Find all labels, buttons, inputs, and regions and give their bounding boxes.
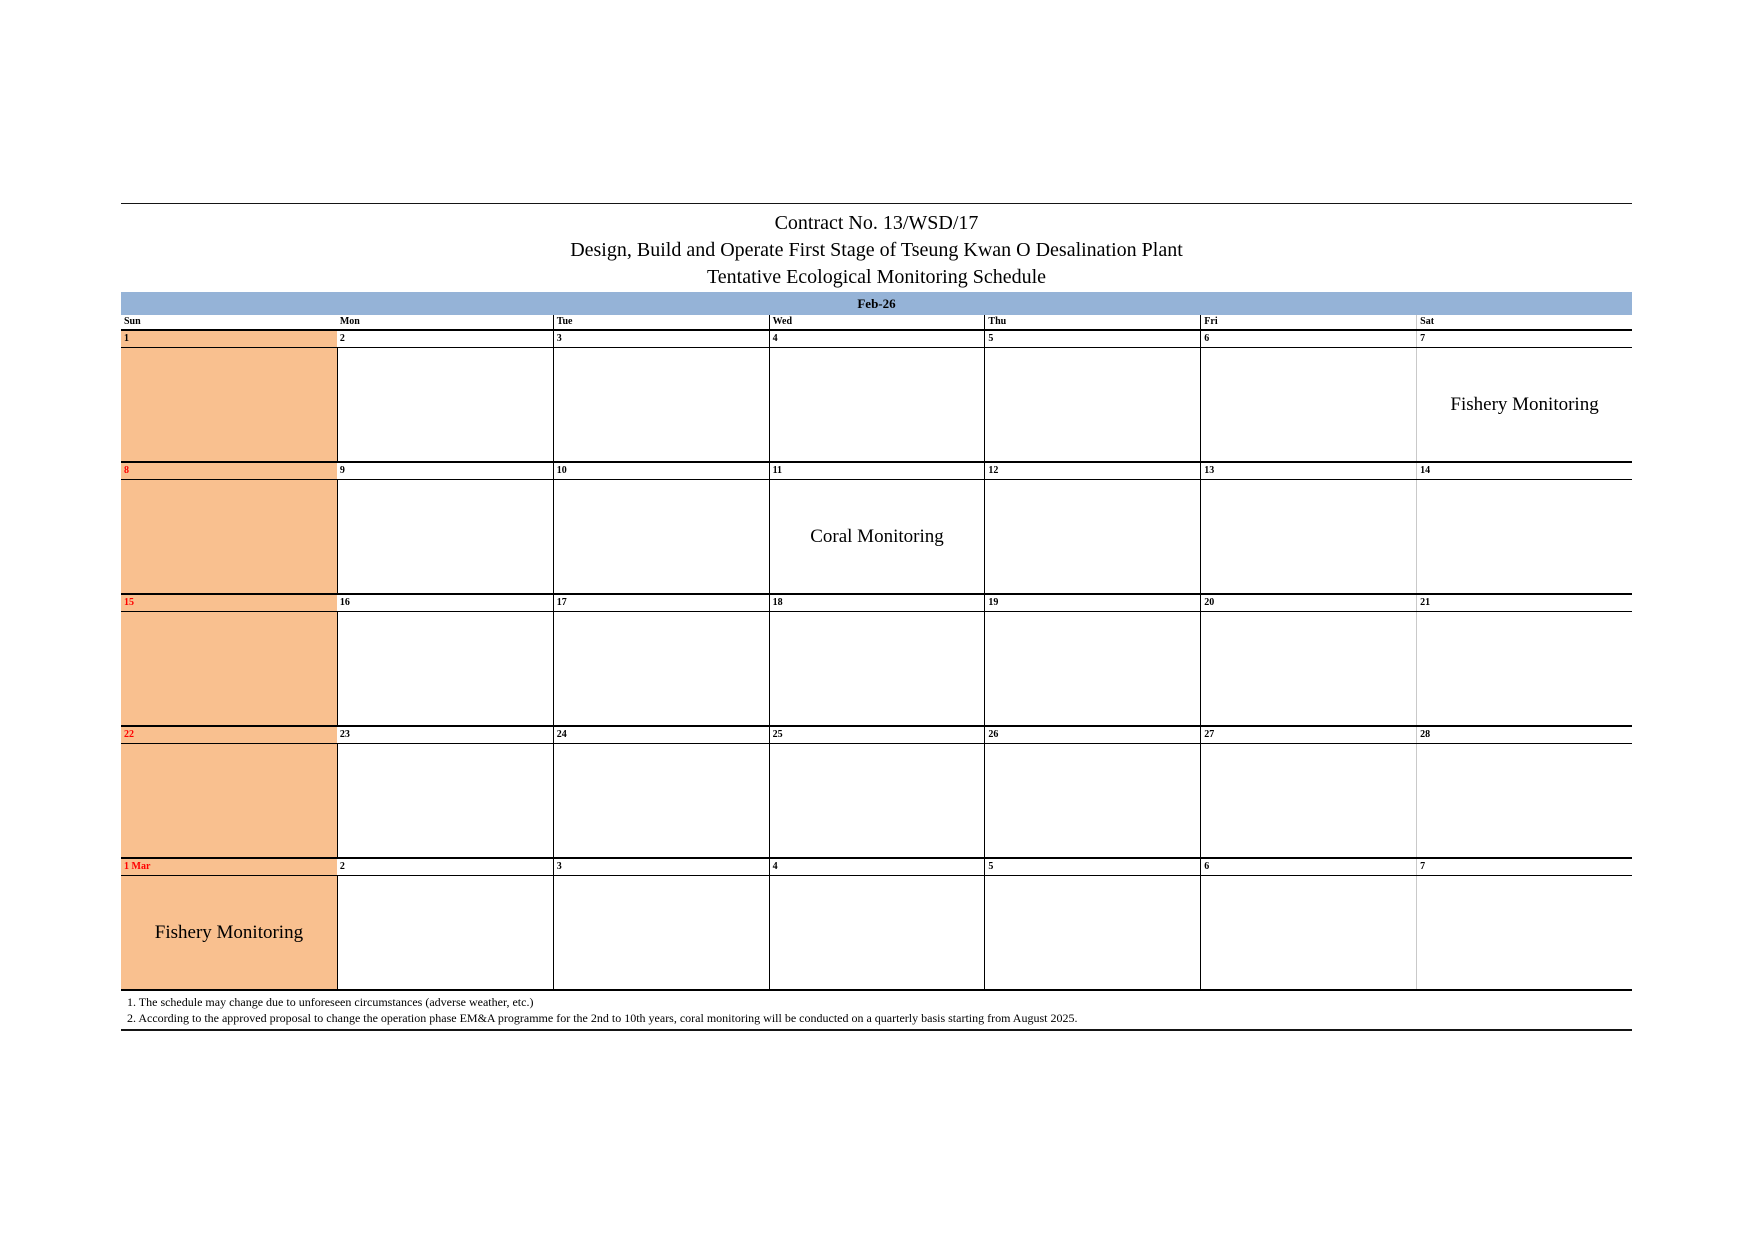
- day-content-cell: [337, 612, 553, 725]
- content-row: [121, 348, 1632, 463]
- day-content-cell: [337, 876, 553, 989]
- day-content-cell: [1416, 612, 1632, 725]
- day-content-cell: [337, 480, 553, 593]
- title-block: [121, 203, 1632, 292]
- day-content-cell: [121, 744, 337, 857]
- date-cell: 26: [984, 727, 1200, 743]
- day-content-cell: [769, 612, 985, 725]
- day-content-cell: [553, 480, 769, 593]
- date-cell: 11: [769, 463, 985, 479]
- date-cell: 25: [769, 727, 985, 743]
- day-content-cell: [1200, 744, 1416, 857]
- weekday-label-thu: Thu: [984, 315, 1200, 329]
- date-cell: 9: [339, 465, 345, 476]
- date-cell: 8: [121, 463, 337, 479]
- date-cell: 3: [553, 331, 769, 347]
- day-content-cell: [1416, 876, 1632, 989]
- notes-block: [121, 991, 1632, 1031]
- date-cell: 6: [1200, 331, 1416, 347]
- weekday-label-fri: Fri: [1200, 315, 1416, 329]
- date-cell: 7: [1416, 331, 1632, 347]
- date-cell: 24: [553, 727, 769, 743]
- day-content-cell: [984, 612, 1200, 725]
- weekday-label-tue: Tue: [553, 315, 769, 329]
- note-2: 2. According to the approved proposal to change the operation phase EM&A programme for the 2nd to 10th years, coral monitoring will be conducted on a quarterly basis starting from August 2025.: [127, 1011, 1078, 1025]
- day-content-cell: [984, 348, 1200, 461]
- event-label: Coral Monitoring: [810, 525, 944, 547]
- day-content-cell: [769, 348, 985, 461]
- day-content-cell: [121, 876, 337, 989]
- week-row-5: [121, 859, 1632, 991]
- day-content-cell: [769, 480, 985, 593]
- day-content-cell: [984, 480, 1200, 593]
- day-content-cell: [121, 612, 337, 725]
- date-cell: 23: [339, 729, 350, 740]
- week-row-3: [121, 595, 1632, 727]
- day-content-cell: [553, 744, 769, 857]
- date-row: [121, 859, 1632, 876]
- date-cell: 3: [553, 859, 769, 875]
- date-cell: 4: [769, 859, 985, 875]
- schedule-document: [121, 203, 1632, 1031]
- date-cell: 5: [984, 859, 1200, 875]
- weekday-label-mon: Mon: [339, 316, 360, 327]
- date-cell: 20: [1200, 595, 1416, 611]
- date-cell: 5: [984, 331, 1200, 347]
- date-row: [121, 727, 1632, 744]
- date-cell: 14: [1416, 463, 1632, 479]
- day-content-cell: [1200, 612, 1416, 725]
- date-cell: 21: [1416, 595, 1632, 611]
- day-content-cell: [1200, 876, 1416, 989]
- content-row: [121, 612, 1632, 727]
- date-cell: 4: [769, 331, 985, 347]
- date-row: [121, 463, 1632, 480]
- date-cell: 27: [1200, 727, 1416, 743]
- calendar-grid: [121, 331, 1632, 991]
- date-cell: 18: [769, 595, 985, 611]
- weekday-label-sun: Sun: [124, 316, 141, 327]
- day-content-cell: [121, 480, 337, 593]
- date-cell: 17: [553, 595, 769, 611]
- content-row: [121, 480, 1632, 595]
- date-cell: 10: [553, 463, 769, 479]
- event-label: Fishery Monitoring: [1450, 393, 1599, 415]
- date-cell: 1: [121, 331, 337, 347]
- weekday-label-wed: Wed: [769, 315, 985, 329]
- date-cell: 16: [339, 597, 350, 608]
- schedule-title: Tentative Ecological Monitoring Schedule: [706, 266, 1047, 288]
- day-content-cell: [769, 876, 985, 989]
- week-row-1: [121, 331, 1632, 463]
- month-header-bar: Feb-26: [121, 292, 1632, 315]
- day-content-cell: [337, 348, 553, 461]
- note-1: 1. The schedule may change due to unforeseen circumstances (adverse weather, etc.): [127, 995, 534, 1009]
- date-cell: 6: [1200, 859, 1416, 875]
- day-content-cell: [1416, 744, 1632, 857]
- day-content-cell: [984, 744, 1200, 857]
- day-content-cell: [769, 744, 985, 857]
- date-cell: 12: [984, 463, 1200, 479]
- date-cell: 1 Mar: [121, 859, 337, 875]
- content-row: [121, 876, 1632, 991]
- date-row: [121, 595, 1632, 612]
- date-cell: 2: [339, 333, 345, 344]
- day-content-cell: [553, 348, 769, 461]
- contract-number-title: Contract No. 13/WSD/17: [774, 212, 979, 234]
- day-content-cell: [337, 744, 553, 857]
- day-content-cell: [121, 348, 337, 461]
- project-title: Design, Build and Operate First Stage of Tseung Kwan O Desalination Plant: [570, 239, 1183, 261]
- day-content-cell: [1200, 348, 1416, 461]
- date-cell: 28: [1416, 727, 1632, 743]
- day-content-cell: [1416, 348, 1632, 461]
- date-cell: 15: [121, 595, 337, 611]
- day-content-cell: [553, 876, 769, 989]
- week-row-2: [121, 463, 1632, 595]
- date-cell: 2: [339, 861, 345, 872]
- day-content-cell: [553, 612, 769, 725]
- day-content-cell: [1416, 480, 1632, 593]
- day-content-cell: [1200, 480, 1416, 593]
- date-cell: 19: [984, 595, 1200, 611]
- day-content-cell: [984, 876, 1200, 989]
- week-row-4: [121, 727, 1632, 859]
- date-cell: 22: [121, 727, 337, 743]
- date-row: [121, 331, 1632, 348]
- event-label: Fishery Monitoring: [154, 921, 304, 943]
- date-cell: 13: [1200, 463, 1416, 479]
- content-row: [121, 744, 1632, 859]
- weekday-header-row: [121, 315, 1632, 331]
- weekday-label-sat: Sat: [1416, 315, 1632, 329]
- date-cell: 7: [1416, 859, 1632, 875]
